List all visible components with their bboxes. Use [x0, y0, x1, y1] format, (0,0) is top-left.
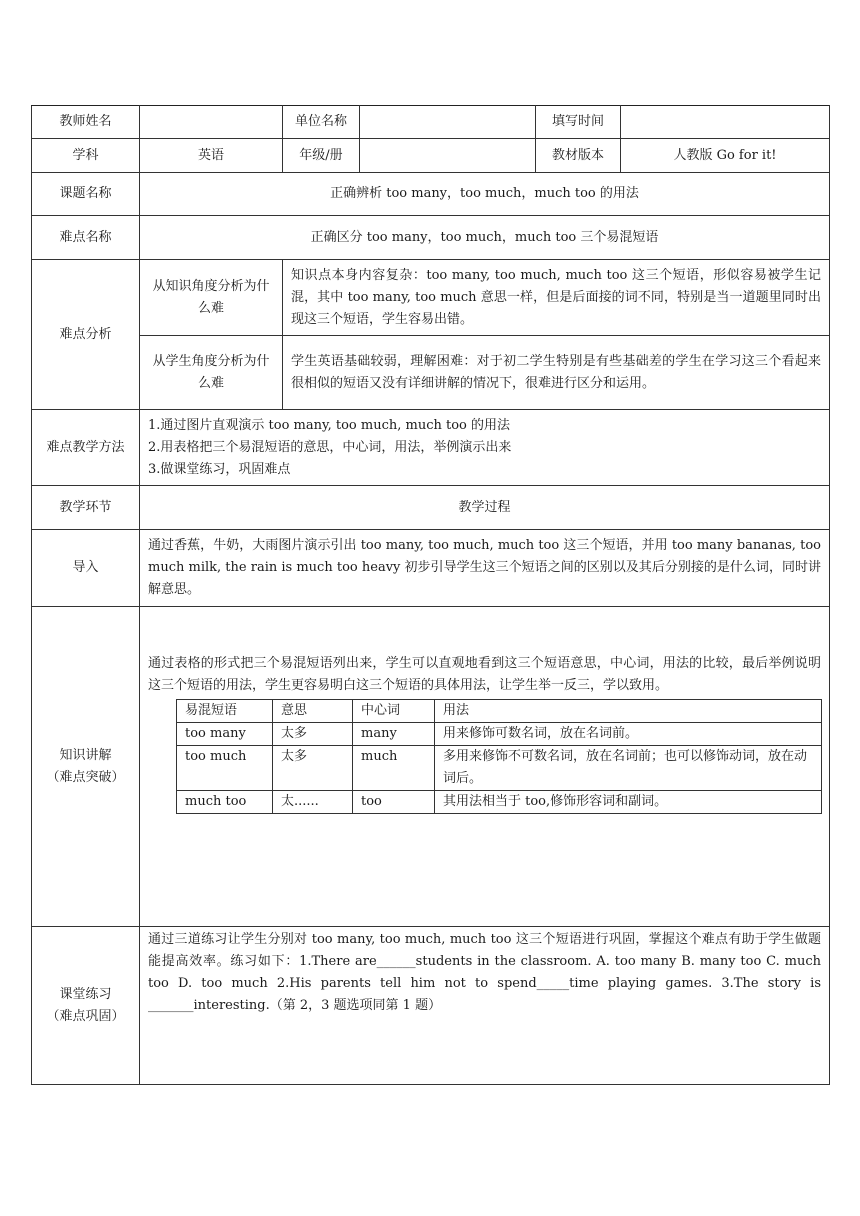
- table-row: [177, 746, 822, 791]
- table-row: [177, 700, 822, 723]
- topic-value: 正确辨析 too many，too much，much too 的用法: [140, 173, 830, 216]
- intro-text: 通过香蕉，牛奶，大雨图片演示引出 too many, too much, much too 这三个短语，并用 too many bananas, too much milk, the rain is much too heavy 初步引导学生这三个短语之间的区别以及其后分别接的是什么词，同时讲解意思。: [140, 530, 830, 607]
- date-label: 填写时间: [536, 106, 621, 139]
- method-label: 难点教学方法: [32, 410, 140, 486]
- method-item: 3.做课堂练习，巩固难点: [148, 461, 291, 477]
- table-cell: 太多: [273, 746, 353, 791]
- table-cell: too much: [177, 746, 273, 791]
- knowledge-cell: [140, 607, 830, 927]
- table-header-phrase: 易混短语: [177, 700, 273, 723]
- table-row: [177, 723, 822, 746]
- table-cell: many: [353, 723, 435, 746]
- knowledge-text: 通过表格的形式把三个易混短语列出来，学生可以直观地看到这三个短语意思，中心词，用法的比较，最后举例说明这三个短语的用法，学生更容易明白这三个短语的具体用法，让学生举一反三，学以致用。: [148, 656, 821, 693]
- practice-text: 通过三道练习让学生分别对 too many, too much, much too 这三个短语进行巩固，掌握这个难点有助于学生做题能提高效率。练习如下：1.There are______students in the classroom. A. too many B. many too C. much too D. too much 2.His parents tell him not to spend_____time playing games. 3.The story is _______interesting.（第 2，3 题选项同第 1 题）: [140, 927, 830, 1085]
- table-header-head-word: 中心词: [353, 700, 435, 723]
- knowledge-label-sub: （难点突破）: [46, 769, 125, 785]
- grade-value[interactable]: [360, 139, 536, 173]
- grade-label: 年级/册: [283, 139, 360, 173]
- analysis-knowledge-label: 从知识角度分析为什么难: [140, 260, 283, 336]
- practice-label-sub: （难点巩固）: [46, 1008, 125, 1024]
- table-cell: too many: [177, 723, 273, 746]
- practice-label-title: 课堂练习: [59, 986, 112, 1002]
- phrase-table: [176, 699, 822, 814]
- unit-label: 单位名称: [283, 106, 360, 139]
- analysis-student-label: 从学生角度分析为什么难: [140, 336, 283, 410]
- subject-value: 英语: [140, 139, 283, 173]
- teacher-value[interactable]: [140, 106, 283, 139]
- textbook-value: 人教版 Go for it!: [621, 139, 830, 173]
- analysis-student-text: 学生英语基础较弱，理解困难：对于初二学生特别是有些基础差的学生在学习这三个看起来很相似的短语又没有详细讲解的情况下，很难进行区分和运用。: [283, 336, 830, 410]
- method-list: [140, 410, 830, 486]
- table-cell: much too: [177, 791, 273, 814]
- table-cell: 太多: [273, 723, 353, 746]
- analysis-label: 难点分析: [32, 260, 140, 410]
- difficulty-value: 正确区分 too many，too much，much too 三个易混短语: [140, 216, 830, 260]
- topic-label: 课题名称: [32, 173, 140, 216]
- table-cell: much: [353, 746, 435, 791]
- date-value[interactable]: [621, 106, 830, 139]
- table-cell: too: [353, 791, 435, 814]
- practice-label: [32, 927, 140, 1085]
- process-header-label: 教学环节: [32, 486, 140, 530]
- table-cell: 太......: [273, 791, 353, 814]
- textbook-label: 教材版本: [536, 139, 621, 173]
- knowledge-label: [32, 607, 140, 927]
- knowledge-label-title: 知识讲解: [59, 747, 112, 763]
- analysis-knowledge-text: 知识点本身内容复杂：too many, too much, much too 这三个短语，形似容易被学生记混，其中 too many, too much 意思一样，但是后面接的词不同，特别是当一道题里同时出现这三个短语，学生容易出错。: [283, 260, 830, 336]
- table-cell: 多用来修饰不可数名词，放在名词前；也可以修饰动词，放在动词后。: [435, 746, 822, 791]
- intro-label: 导入: [32, 530, 140, 607]
- difficulty-label: 难点名称: [32, 216, 140, 260]
- table-row: [177, 791, 822, 814]
- teacher-label: 教师姓名: [32, 106, 140, 139]
- lesson-plan-table: [31, 105, 830, 1085]
- unit-value[interactable]: [360, 106, 536, 139]
- table-header-usage: 用法: [435, 700, 822, 723]
- process-header-value: 教学过程: [140, 486, 830, 530]
- table-header-meaning: 意思: [273, 700, 353, 723]
- method-item: 2.用表格把三个易混短语的意思，中心词，用法，举例演示出来: [148, 439, 512, 455]
- method-item: 1.通过图片直观演示 too many, too much, much too 的用法: [148, 417, 511, 433]
- table-cell: 用来修饰可数名词，放在名词前。: [435, 723, 822, 746]
- table-cell: 其用法相当于 too,修饰形容词和副词。: [435, 791, 822, 814]
- subject-label: 学科: [32, 139, 140, 173]
